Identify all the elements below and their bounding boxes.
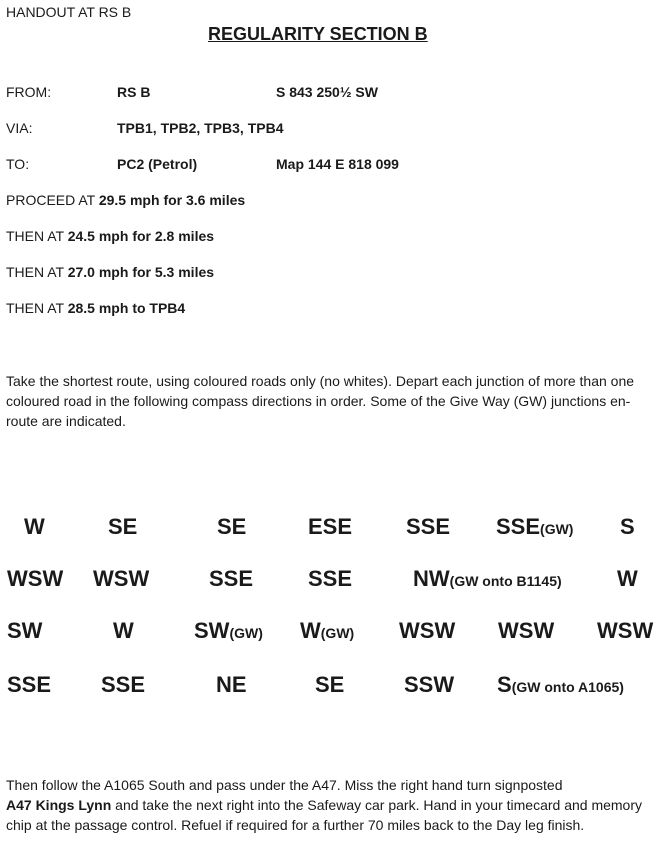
direction-item: WSW — [498, 618, 555, 643]
direction-item: WSW — [597, 618, 654, 643]
page-title: REGULARITY SECTION B — [208, 24, 428, 44]
to-map-ref: Map 144 E 818 099 — [276, 156, 399, 172]
direction-item: W — [24, 514, 45, 539]
direction-item: ESE — [308, 514, 353, 539]
direction-item: SSE(GW) — [496, 514, 574, 539]
direction-item: S — [620, 514, 635, 539]
direction-item: SSW — [404, 672, 455, 697]
direction-item: SSE — [209, 566, 254, 591]
direction-item: W(GW) — [300, 618, 355, 643]
direction-item: S(GW onto A1065) — [497, 672, 624, 697]
direction-item: WSW — [7, 566, 64, 591]
direction-item: NE — [216, 672, 247, 697]
direction-item: SE — [217, 514, 247, 539]
from-label: FROM: — [6, 84, 52, 100]
handout-label: HANDOUT AT RS B — [6, 4, 132, 20]
direction-item: WSW — [399, 618, 456, 643]
direction-item: SSE — [7, 672, 52, 697]
direction-item: W — [617, 566, 638, 591]
direction-item: SSE — [406, 514, 451, 539]
to-label: TO: — [6, 156, 30, 172]
direction-item: SW(GW) — [194, 618, 263, 643]
direction-item: SSE — [308, 566, 353, 591]
direction-item: NW(GW onto B1145) — [413, 566, 562, 591]
speed-instruction: THEN AT 27.0 mph for 5.3 miles — [6, 264, 215, 280]
speed-instruction: THEN AT 24.5 mph for 2.8 miles — [6, 228, 215, 244]
route-instructions: Take the shortest route, using coloured roads only (no whites). Depart each junction of more than one coloured road in the following compass directions in order. Some of the Give Way (GW) junctions en-route are indicated. — [6, 373, 635, 429]
direction-item: SSE — [101, 672, 146, 697]
via-label: VIA: — [6, 120, 33, 136]
from-grid-ref: S 843 250½ SW — [276, 84, 378, 100]
direction-item: SE — [315, 672, 345, 697]
direction-item: SE — [108, 514, 138, 539]
to-value: PC2 (Petrol) — [117, 156, 198, 172]
from-value: RS B — [117, 84, 151, 100]
via-value: TPB1, TPB2, TPB3, TPB4 — [117, 120, 284, 136]
speed-instruction: PROCEED AT 29.5 mph for 3.6 miles — [6, 192, 246, 208]
direction-item: SW — [7, 618, 43, 643]
direction-item: W — [113, 618, 134, 643]
speed-instruction: THEN AT 28.5 mph to TPB4 — [6, 300, 186, 316]
direction-item: WSW — [93, 566, 150, 591]
final-instructions: Then follow the A1065 South and pass under the A47. Miss the right hand turn signposted A47 Kings Lynn and take the next right into the Safeway car park. Hand in your timecard and memory chip at the passage control. Refuel if required for a further 70 miles back to the Day leg finish. — [6, 777, 642, 833]
